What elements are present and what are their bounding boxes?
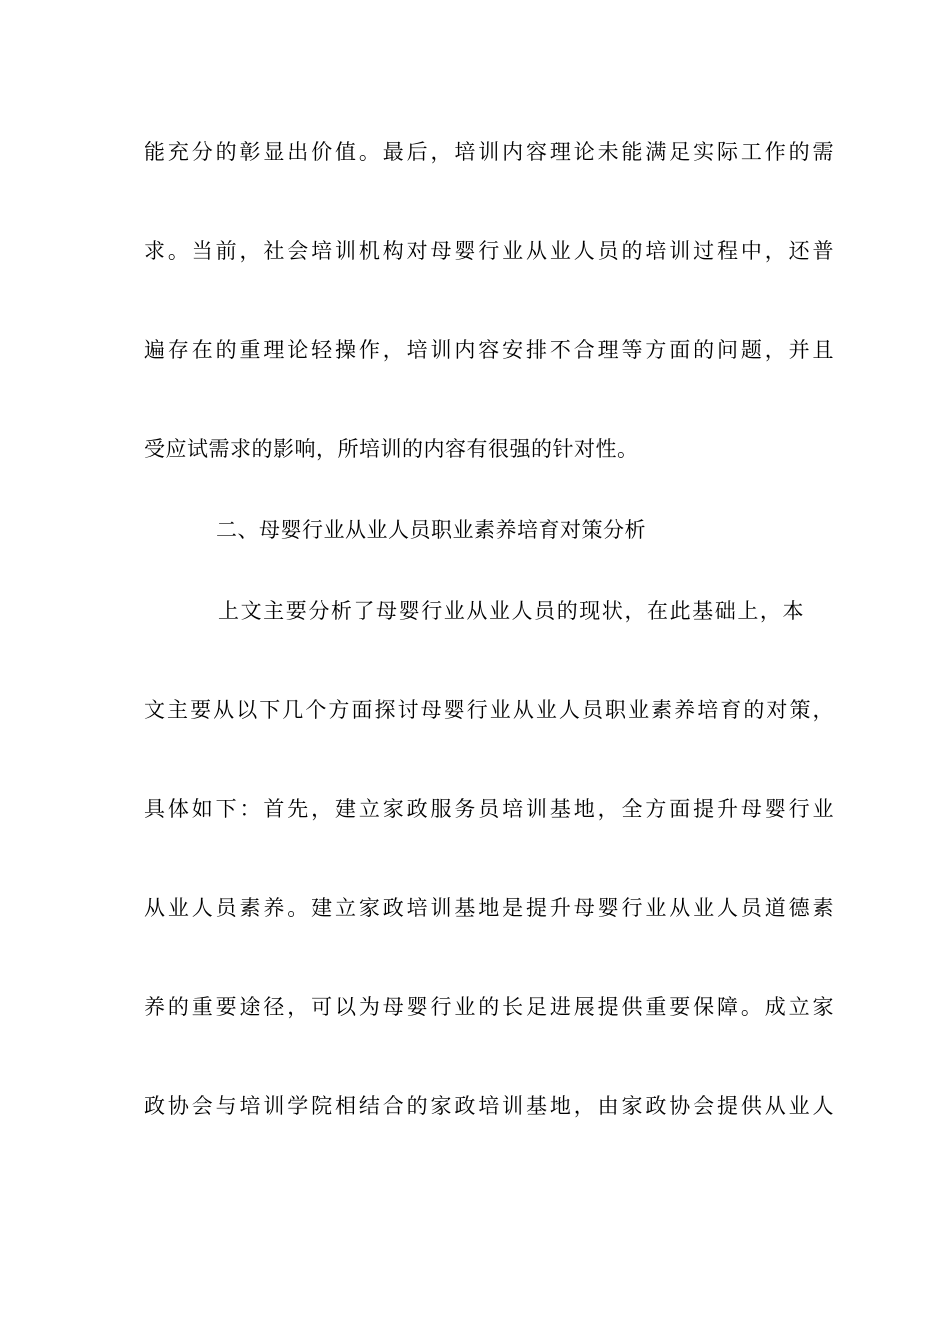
body-text-line: 政协会与培训学院相结合的家政培训基地，由家政协会提供从业人 — [144, 1094, 834, 1118]
body-text-line: 受应试需求的影响，所培训的内容有很强的针对性。 — [144, 437, 639, 461]
body-text-line: 从业人员素养。建立家政培训基地是提升母婴行业从业人员道德素 — [144, 896, 834, 920]
body-text-line: 遍存在的重理论轻操作，培训内容安排不合理等方面的问题，并且 — [144, 338, 834, 362]
section-heading: 二、母婴行业从业人员职业素养培育对策分析 — [216, 518, 646, 542]
body-text-line: 文主要从以下几个方面探讨母婴行业从业人员职业素养培育的对策， — [144, 698, 834, 722]
body-text-line: 上文主要分析了母婴行业从业人员的现状，在此基础上，本 — [218, 599, 804, 623]
body-text-line: 能充分的彰显出价值。最后，培训内容理论未能满足实际工作的需 — [144, 140, 834, 164]
body-text-line: 求。当前，社会培训机构对母婴行业从业人员的培训过程中，还普 — [144, 239, 834, 263]
body-text-line: 具体如下：首先，建立家政服务员培训基地，全方面提升母婴行业 — [144, 797, 834, 821]
body-text-line: 养的重要途径，可以为母婴行业的长足进展提供重要保障。成立家 — [144, 995, 834, 1019]
